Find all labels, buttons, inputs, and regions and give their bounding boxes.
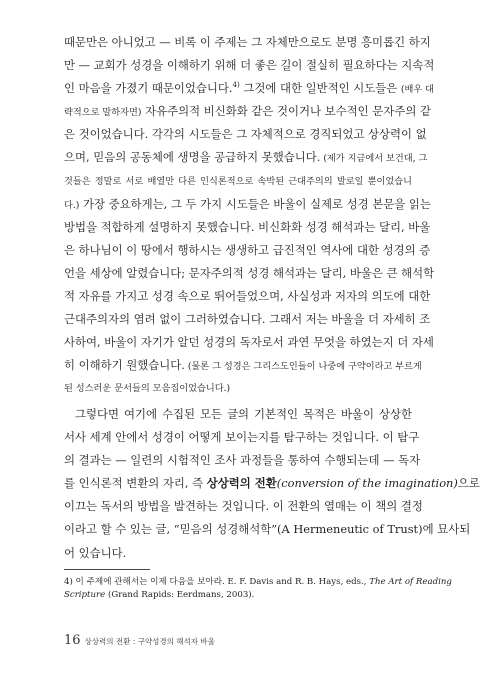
text-line (64, 100, 431, 123)
body-paragraph-2 (64, 403, 480, 565)
text-line: 된 성스러운 문서들의 모음집이었습니다.) (64, 383, 231, 395)
text-line (64, 472, 480, 495)
text-line: 서사 세계 안에서 성경이 어떻게 보이는지를 탐구하는 것입니다. 이 탐구 (64, 430, 420, 445)
text-run: 히 이해하기 원했습니다. (64, 358, 185, 373)
book-title: Scripture (64, 590, 106, 600)
text-line: 이라고 할 수 있는 글, “믿음의 성경해석학”(A Hermeneutic of Trust)에 묘사되 (64, 522, 471, 537)
page-number: 16 (64, 633, 81, 648)
text-line: 근대주의자의 염려 없이 그러하였습니다. 그래서 저는 바울을 더 자세히 조 (64, 312, 431, 327)
text-line: 사하여, 바울이 자기가 알던 성경의 독자로서 과연 무엇을 하였는지 더 자세 (64, 335, 434, 350)
text-line: 그렇다면 여기에 수집된 모든 글의 기본적인 목적은 바울이 상상한 (75, 407, 412, 421)
footnote-text: (Grand Rapids: Eerdmans, 2003). (105, 590, 255, 600)
english-gloss: (conversion of the imagination) (276, 476, 458, 491)
text-line: 의 결과는 — 일련의 시험적인 조사 과정들을 통하여 수행되는데 — 독자 (64, 453, 421, 468)
text-line: 은 하나님이 이 땅에서 행하시는 생생하고 급진적인 역사에 대한 성경의 증 (64, 242, 431, 257)
text-line: 이끄는 독서의 방법을 발견하는 것입니다. 이 전환의 열매는 이 책의 결정 (64, 499, 423, 514)
aside-text: (배우 대 (400, 84, 435, 96)
footnote (64, 576, 452, 602)
text-line (64, 77, 435, 100)
text-line: 은 것이었습니다. 각각의 시도들은 그 자체적으로 경직되었고 상상력이 없 (64, 127, 427, 142)
text-line: 어 있습니다. (64, 545, 127, 560)
text-run: 자유주의적 비신화화 같은 것이거나 보수적인 문자주의 같 (141, 104, 431, 119)
page-footer (64, 633, 215, 648)
running-head: 상상력의 전환 : 구약성경의 해석자 바울 (84, 637, 215, 646)
text-run: 으며, 믿음의 공동체에 생명을 공급하지 못했습니다. (64, 150, 321, 165)
key-term: 상상력의 전환 (206, 476, 277, 491)
text-line: 때문만은 아니었고 — 비록 이 주제는 그 자체만으로도 분명 흥미롭긴 하지 (64, 35, 431, 49)
aside-text: (제가 지금에서 보건대, 그 (320, 153, 428, 165)
footnote-divider (64, 569, 150, 570)
text-run: 으로 (457, 476, 480, 491)
text-line: 적 자유를 가지고 성경 속으로 뛰어들었으며, 사실성과 저자의 의도에 대한 (64, 289, 431, 304)
text-run: 인 마음을 가졌기 때문이었습니다. (64, 81, 233, 96)
text-line (64, 193, 431, 216)
body-paragraph-1 (64, 31, 435, 401)
footnote-line (64, 576, 452, 589)
footnote-reference: 4) (232, 81, 240, 90)
text-line (64, 146, 428, 169)
text-line (64, 354, 422, 377)
text-run: 를 인식론적 변환의 자리, 즉 (64, 476, 207, 491)
text-run: 그것에 대한 일반적인 시도들은 (239, 81, 401, 96)
aside-text: 략적으로 말하자면) (64, 107, 142, 119)
text-line: 것들은 정말로 서로 배열만 다른 인식론적으로 속박된 근대주의의 발로일 뿐이었습니 (64, 175, 412, 187)
text-line: 만 — 교회가 성경을 이해하기 위해 더 좋은 길이 절실히 필요하다는 지속적 (64, 58, 435, 73)
footnote-text: 4) 이 주제에 관해서는 이제 다음을 보아라. E. F. Davis and R. B. Hays, eds., (64, 577, 370, 587)
book-title: The Art of Reading (369, 577, 452, 587)
aside-text: (물론 그 성경은 그리스도인들이 나중에 구약이라고 부르게 (184, 361, 422, 373)
footnote-line (64, 589, 412, 602)
text-line: 방법을 적합하게 설명하지 못했습니다. 비신화화 성경 해석과는 달리, 바울 (64, 219, 431, 234)
text-line: 언을 세상에 알렸습니다; 문자주의적 성경 해석과는 달리, 바울은 큰 해석학 (64, 265, 435, 280)
text-run: 가장 중요하게는, 그 두 가지 시도들은 바울이 실제로 성경 본문을 읽는 (79, 196, 431, 211)
aside-text: 다.) (64, 199, 80, 211)
